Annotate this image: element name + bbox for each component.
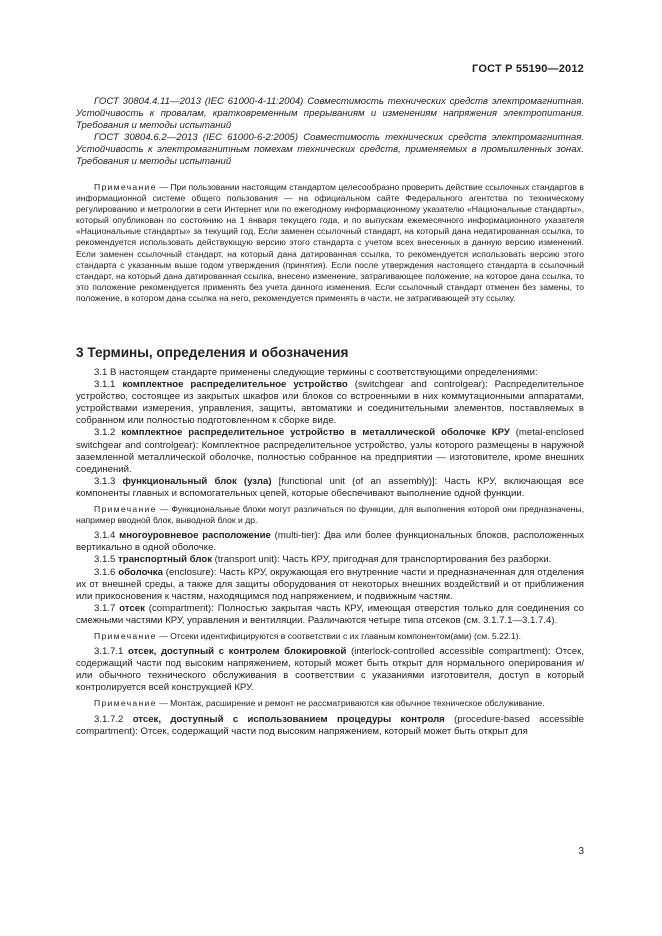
note-block: [76, 504, 584, 526]
term-number: 3.1.7.1: [94, 646, 128, 658]
note-text: — Монтаж, расширение и ремонт не рассматриваются как обычное техническое обслуживание.: [156, 698, 545, 709]
term-name: оболочка: [118, 566, 163, 578]
term-number: 3.1.4: [94, 530, 120, 542]
note-label: Примечание: [94, 698, 157, 709]
term-name: многоуровневое расположение: [119, 530, 271, 542]
term-definition: (procedure-based accessible compartment): Отсек, содержащий части под высоким напряжением, который может быть открыт для: [76, 713, 584, 737]
term-number: 3.1.7.2: [94, 713, 133, 725]
section-heading: 3 Термины, определения и обозначения: [76, 345, 349, 360]
term-entry: [76, 554, 584, 566]
page-number: 3: [578, 846, 584, 857]
term-definition: (switchgear and controlgear): Распределительное устройство, состоящее из закрытых шкафов или блоков со встроенными в них коммутационными аппаратами, устройствами измерения, управления, защиты, автоматики и соединительными элементов, поставляемых в собранном или полностью подготовленном к сборке виде.: [76, 379, 584, 427]
term-entry: [76, 379, 584, 427]
term-name: отсек, доступный с использованием процедуры контроля: [132, 713, 445, 725]
term-entry: [76, 646, 584, 694]
term-number: 3.1.5: [94, 554, 119, 566]
term-name: отсек: [119, 602, 145, 614]
note-text: — Функциональные блоки могут различаться по функции, для выполнения которой они предназначены, например вводной блок, выводной блок и др.: [76, 504, 584, 526]
term-name: комплектное распределительное устройство: [122, 379, 348, 391]
term-definition: (transport unit): Часть КРУ, пригодная для транспортирования без разборки.: [212, 554, 552, 566]
term-definition: (multi-tier): Два или более функциональных блоков, расположенных вертикально в одной оболочке.: [76, 530, 584, 554]
term-entry: [76, 476, 584, 500]
term-number: 3.1.7: [94, 602, 120, 614]
term-number: 3.1.1: [94, 379, 123, 391]
note-label: Примечание: [94, 630, 157, 641]
standard-code: ГОСТ Р 55190—2012: [472, 63, 584, 75]
term-entry: [76, 427, 584, 475]
note-block: [76, 182, 584, 304]
reference-item: ГОСТ 30804.6.2—2013 (IEC 61000-6-2:2005) Совместимость технических средств электромагнитная. Устойчивость к электромагнитным помехам технических средств, применяемых в промышленных зонах. Требования и методы испытаний: [76, 132, 584, 168]
clause-intro: 3.1 В настоящем стандарте применены следующие термины с соответствующими определениями:: [94, 367, 538, 378]
normative-references: [76, 96, 584, 169]
term-definition: (compartment): Полностью закрытая часть КРУ, имеющая отверстия только для соединения со смежными частями КРУ, управления и вентиляции. Различаются четыре типа отсеков (см. 3.1.7.1—3.1.7.4).: [76, 602, 584, 626]
term-name: транспортный блок: [118, 554, 212, 566]
term-number: 3.1.3: [94, 475, 123, 487]
note-label: Примечание: [94, 504, 157, 515]
reference-item: ГОСТ 30804.4.11—2013 (IEC 61000-4-11:2004) Совместимость технических средств электромагнитная. Устойчивость к провалам, кратковременным прерываниям и изменениям напряжения электропитания. Требования и методы испытаний: [76, 96, 584, 132]
term-entry: [76, 603, 584, 627]
term-name: функциональный блок (узла): [122, 475, 272, 487]
note-label: Примечание: [94, 182, 157, 192]
term-number: 3.1.2: [94, 427, 122, 439]
terms-body: [76, 367, 584, 738]
term-number: 3.1.6: [94, 566, 119, 578]
term-entry: [76, 567, 584, 603]
note-text: — Отсеки идентифицируются в соответствии с их главным компонентом(ами) (см. 5.22.1).: [156, 630, 522, 641]
term-definition: [functional unit (of an assembly)]: Часть КРУ, включающая все компоненты главных и вспомогательных цепей, которые обеспечивают выполнение одной функции.: [76, 475, 584, 499]
note-text: — При пользовании настоящим стандартом целесообразно проверить действие ссылочных стандартов в информационной системе общего пользования — на официальном сайте Федерального агентства по техническому регулированию и метрологии в сети Интернет или по ежегодному информационному указателю «Национальные стандарты», который опубликован по состоянию на 1 января текущего года, и по выпускам ежемесячного информационного указателя «Национальные стандарты» за текущий год. Если заменен ссылочный стандарт, на который дана недатированная ссылка, то рекомендуется использовать действующую версию этого стандарта с учетом всех внесенных в данную версию изменений. Если заменен ссылочный стандарт, на который дана датированная ссылка, то рекомендуется использовать версию этого стандарта с указанным выше годом утверждения (принятия). Если после утверждения настоящего стандарта в ссылочный стандарт, на который дана датированная ссылка, внесено изменение, затрагивающее положение, на которое дана ссылка, то это положение рекомендуется применять без учета данного изменения. Если ссылочный стандарт отменен без замены, то положение, в котором дана ссылка на него, рекомендуется применять в части, не затрагивающей эту ссылку.: [76, 182, 584, 303]
term-definition: (interlock-controlled accessible compartment): Отсек, содержащий части под высоким напряжением, который может быть открыт для нормального оперирования и/или обычного технического обслуживания в соответствии с указаниями изготовителя, доступ в который контролируется всей конструкцией КРУ.: [76, 646, 584, 694]
term-definition: (metal-enclosed switchgear and controlgear): Комплектное распределительное устройство, узлы которого размещены в наружной заземленной металлической оболочке, полностью собранное на предприятии — изготовителе, кроме внешних соединений.: [76, 427, 584, 475]
term-name: комплектное распределительное устройство в металлической оболочке КРУ: [121, 427, 510, 439]
term-entry: [76, 714, 584, 738]
note-block: [76, 631, 584, 642]
term-name: отсек, доступный с контролем блокировкой: [127, 646, 347, 658]
term-entry: [76, 530, 584, 554]
term-definition: (enclosure): Часть КРУ, окружающая его внутренние части и предназначенная для отделения их от внешней среды, а также для защиты оборудования от некоторых внешних воздействий и от приближения или прикосновения к частям, находящимся под напряжением, и подвижным частям.: [76, 566, 584, 602]
note-block: [76, 698, 584, 709]
